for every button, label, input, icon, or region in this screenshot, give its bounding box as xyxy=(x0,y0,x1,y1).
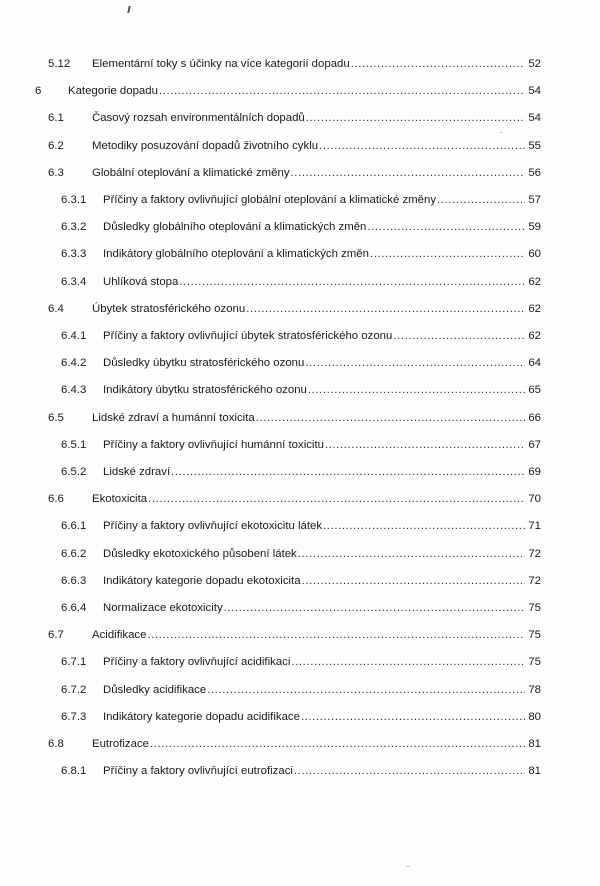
toc-entry-number: 6.4.2 xyxy=(61,357,87,370)
toc-entry-title: Příčiny a faktory ovlivňující humánní toxicitu xyxy=(103,438,324,451)
toc-entry-line xyxy=(103,598,541,618)
toc-entry-page-number: 54 xyxy=(528,85,541,98)
scan-speck xyxy=(406,866,410,867)
toc-entry-number: 6.6.4 xyxy=(61,602,87,614)
toc-entry-line xyxy=(103,190,541,210)
toc-entry-page-number: 52 xyxy=(528,58,541,70)
dot-leader xyxy=(301,707,525,727)
toc-entry[interactable] xyxy=(0,326,600,346)
toc-entry-title: Důsledky acidifikace xyxy=(103,683,207,696)
toc-entry[interactable] xyxy=(0,163,600,183)
toc-entry-page-number: 69 xyxy=(528,466,541,478)
toc-entry-page-number: 65 xyxy=(528,384,541,397)
toc-entry-line xyxy=(92,408,541,428)
dot-leader xyxy=(367,217,525,237)
toc-entry-line xyxy=(103,544,541,564)
dot-leader xyxy=(224,598,525,618)
toc-entry-line xyxy=(92,136,541,156)
toc-entry-number: 6.1 xyxy=(48,112,64,125)
toc-entry-number: 6.7.3 xyxy=(61,710,87,723)
toc-entry-title: Lidské zdraví xyxy=(103,466,171,478)
toc-entry-number: 6.4 xyxy=(48,302,64,315)
dot-leader xyxy=(246,299,525,319)
toc-entry[interactable] xyxy=(0,516,600,536)
toc-entry-number: 6.3.4 xyxy=(61,275,87,288)
toc-entry-line xyxy=(92,163,541,183)
toc-entry-title: Příčiny a faktory ovlivňující úbytek stratosférického ozonu xyxy=(103,330,393,342)
toc-entry-page-number: 57 xyxy=(528,194,541,206)
toc-entry[interactable] xyxy=(0,408,600,428)
dot-leader xyxy=(323,516,525,536)
dot-leader xyxy=(393,326,525,346)
toc-entry-page-number: 70 xyxy=(528,493,541,506)
toc-entry-title: Elementární toky s účinky na více kategorií dopadu xyxy=(92,58,350,70)
toc-entry-line xyxy=(92,299,541,319)
dot-leader xyxy=(171,462,525,482)
toc-entry-line xyxy=(103,272,541,292)
toc-entry-page-number: 81 xyxy=(528,765,541,778)
toc-entry[interactable] xyxy=(0,707,600,727)
toc-entry-title: Globální oteplování a klimatické změny xyxy=(92,166,290,179)
toc-entry[interactable] xyxy=(0,462,600,482)
toc-entry-page-number: 75 xyxy=(528,629,541,642)
toc-entry-title: Uhlíková stopa xyxy=(103,275,179,288)
toc-entry-line xyxy=(103,516,541,536)
toc-entry-title: Důsledky globálního oteplování a klimatických změn xyxy=(103,221,367,234)
dot-leader xyxy=(302,571,525,591)
toc-entry-title: Příčiny a faktory ovlivňující eutrofizaci xyxy=(103,765,293,778)
toc-entry-title: Důsledky úbytku stratosférického ozonu xyxy=(103,357,305,370)
toc-entry-line xyxy=(103,217,541,237)
toc-entry-title: Časový rozsah environmentálních dopadů xyxy=(92,112,305,125)
dot-leader xyxy=(370,244,525,264)
dot-leader xyxy=(298,544,525,564)
toc-entry-number: 6.5 xyxy=(48,411,64,424)
toc-entry-page-number: 54 xyxy=(528,112,541,125)
toc-entry-number: 6.7 xyxy=(48,629,64,642)
toc-entry-title: Normalizace ekotoxicity xyxy=(103,602,223,614)
toc-entry-line xyxy=(92,54,541,74)
toc-entry-line xyxy=(103,462,541,482)
dot-leader xyxy=(306,108,525,128)
toc-entry[interactable] xyxy=(0,761,600,781)
toc-entry-page-number: 78 xyxy=(528,683,541,696)
toc-entry[interactable] xyxy=(0,244,600,264)
toc-entry-page-number: 72 xyxy=(528,574,541,587)
toc-entry-title: Důsledky ekotoxického působení látek xyxy=(103,547,297,560)
toc-entry-number: 6.3.1 xyxy=(61,194,87,206)
toc-entry-title: Acidifikace xyxy=(92,629,147,642)
toc-entry[interactable] xyxy=(0,571,600,591)
toc-entry-number: 6.6.3 xyxy=(61,574,87,587)
dot-leader xyxy=(179,272,525,292)
dot-leader xyxy=(437,190,525,210)
toc-entry-line xyxy=(68,81,541,101)
toc-entry-number: 6.6.2 xyxy=(61,547,87,560)
toc-entry-page-number: 80 xyxy=(528,710,541,723)
toc-entry-line xyxy=(92,734,541,754)
toc-entry-number: 6.8.1 xyxy=(61,765,87,778)
dot-leader xyxy=(147,625,525,645)
toc-entry-line xyxy=(92,108,541,128)
toc-entry-title: Příčiny a faktory ovlivňující ekotoxicitu látek xyxy=(103,520,323,533)
dot-leader xyxy=(325,435,525,455)
toc-entry-title: Indikátory kategorie dopadu acidifikace xyxy=(103,710,300,723)
toc-entry-number: 6.4.3 xyxy=(61,384,87,397)
toc-entry[interactable] xyxy=(0,680,600,700)
toc-entry-line xyxy=(103,380,541,400)
toc-entry-line xyxy=(103,707,541,727)
toc-entry-line xyxy=(92,625,541,645)
toc-entry-title: Lidské zdraví a humánní toxicita xyxy=(92,411,255,424)
toc-entry-page-number: 60 xyxy=(528,248,541,261)
toc-entry-line xyxy=(103,244,541,264)
scan-speck xyxy=(500,132,503,133)
toc-entry-line xyxy=(103,326,541,346)
toc-entry[interactable] xyxy=(0,625,600,645)
toc-entry-page-number: 72 xyxy=(528,547,541,560)
dot-leader xyxy=(319,136,525,156)
toc-entry-number: 6.8 xyxy=(48,738,64,750)
toc-entry-title: Indikátory globálního oteplování a klimatických změn xyxy=(103,248,369,261)
toc-entry[interactable] xyxy=(0,734,600,754)
dot-leader xyxy=(294,761,525,781)
toc-entry-line xyxy=(103,353,541,373)
toc-entry-page-number: 59 xyxy=(528,221,541,234)
toc-entry-line xyxy=(103,435,541,455)
toc-entry-page-number: 56 xyxy=(528,166,541,179)
toc-entry[interactable] xyxy=(0,136,600,156)
toc-entry-title: Metodiky posuzování dopadů životního cyklu xyxy=(92,139,319,152)
dot-leader xyxy=(305,353,525,373)
toc-entry-title: Indikátory úbytku stratosférického ozonu xyxy=(103,384,307,397)
toc-entry-number: 6.5.2 xyxy=(61,466,87,478)
toc-entry[interactable] xyxy=(0,54,600,74)
toc-entry[interactable] xyxy=(0,435,600,455)
toc-entry-page-number: 71 xyxy=(528,520,541,533)
toc-entry-title: Příčiny a faktory ovlivňující globální oteplování a klimatické změny xyxy=(103,194,437,206)
toc-entry-number: 6.4.1 xyxy=(61,330,87,342)
toc-entry-line xyxy=(103,680,541,700)
toc-entry-page-number: 62 xyxy=(528,302,541,315)
toc-entry-line xyxy=(92,489,541,509)
toc-entry-number: 6.7.1 xyxy=(61,656,87,669)
toc-entry-number: 6.3.3 xyxy=(61,248,87,261)
dot-leader xyxy=(148,489,525,509)
toc-entry[interactable] xyxy=(0,299,600,319)
toc-entry-number: 6.6 xyxy=(48,493,64,506)
toc-entry-number: 6.2 xyxy=(48,139,64,152)
toc-entry[interactable] xyxy=(0,81,600,101)
toc-entry-page-number: 67 xyxy=(528,438,541,451)
toc-entry-title: Eutrofizace xyxy=(92,738,149,750)
toc-entry-number: 6.3.2 xyxy=(61,221,87,234)
toc-entry[interactable] xyxy=(0,353,600,373)
toc-entry[interactable] xyxy=(0,190,600,210)
dot-leader xyxy=(351,54,525,74)
dot-leader xyxy=(150,734,525,754)
toc-entry-number: 6.7.2 xyxy=(61,683,87,696)
toc-entry[interactable] xyxy=(0,380,600,400)
dot-leader xyxy=(308,380,525,400)
toc-entry-number: 6.6.1 xyxy=(61,520,87,533)
scan-mark xyxy=(127,6,130,13)
toc-entry[interactable] xyxy=(0,598,600,618)
dot-leader xyxy=(207,680,525,700)
toc-entry-title: Kategorie dopadu xyxy=(68,85,158,98)
toc-entry-page-number: 62 xyxy=(528,275,541,288)
toc-entry-page-number: 75 xyxy=(528,602,541,614)
toc-entry-page-number: 66 xyxy=(528,411,541,424)
toc-entry-line xyxy=(103,652,541,672)
toc-entry-page-number: 64 xyxy=(528,357,541,370)
toc-entry-page-number: 55 xyxy=(528,139,541,152)
toc-entry[interactable] xyxy=(0,489,600,509)
toc-entry-number: 6.5.1 xyxy=(61,438,87,451)
toc-entry[interactable] xyxy=(0,544,600,564)
toc-entry-title: Příčiny a faktory ovlivňující acidifikaci xyxy=(103,656,291,669)
dot-leader xyxy=(256,408,525,428)
toc-entry[interactable] xyxy=(0,108,600,128)
toc-entry-line xyxy=(103,761,541,781)
toc-entry-number: 6.3 xyxy=(48,166,64,179)
dot-leader xyxy=(159,81,525,101)
toc-entry-title: Úbytek stratosférického ozonu xyxy=(92,302,246,315)
toc-entry-title: Ekotoxicita xyxy=(92,493,148,506)
dot-leader xyxy=(291,652,525,672)
toc-entry-line xyxy=(103,571,541,591)
toc-entry-number: 5.12 xyxy=(48,58,71,70)
toc-entry[interactable] xyxy=(0,272,600,292)
toc-entry-title: Indikátory kategorie dopadu ekotoxicita xyxy=(103,574,301,587)
toc-entry-page-number: 75 xyxy=(528,656,541,669)
toc-entry-page-number: 62 xyxy=(528,330,541,342)
toc-entry[interactable] xyxy=(0,217,600,237)
dot-leader xyxy=(291,163,525,183)
toc-entry[interactable] xyxy=(0,652,600,672)
toc-entry-page-number: 81 xyxy=(528,738,541,750)
toc-entry-number: 6 xyxy=(35,85,42,98)
